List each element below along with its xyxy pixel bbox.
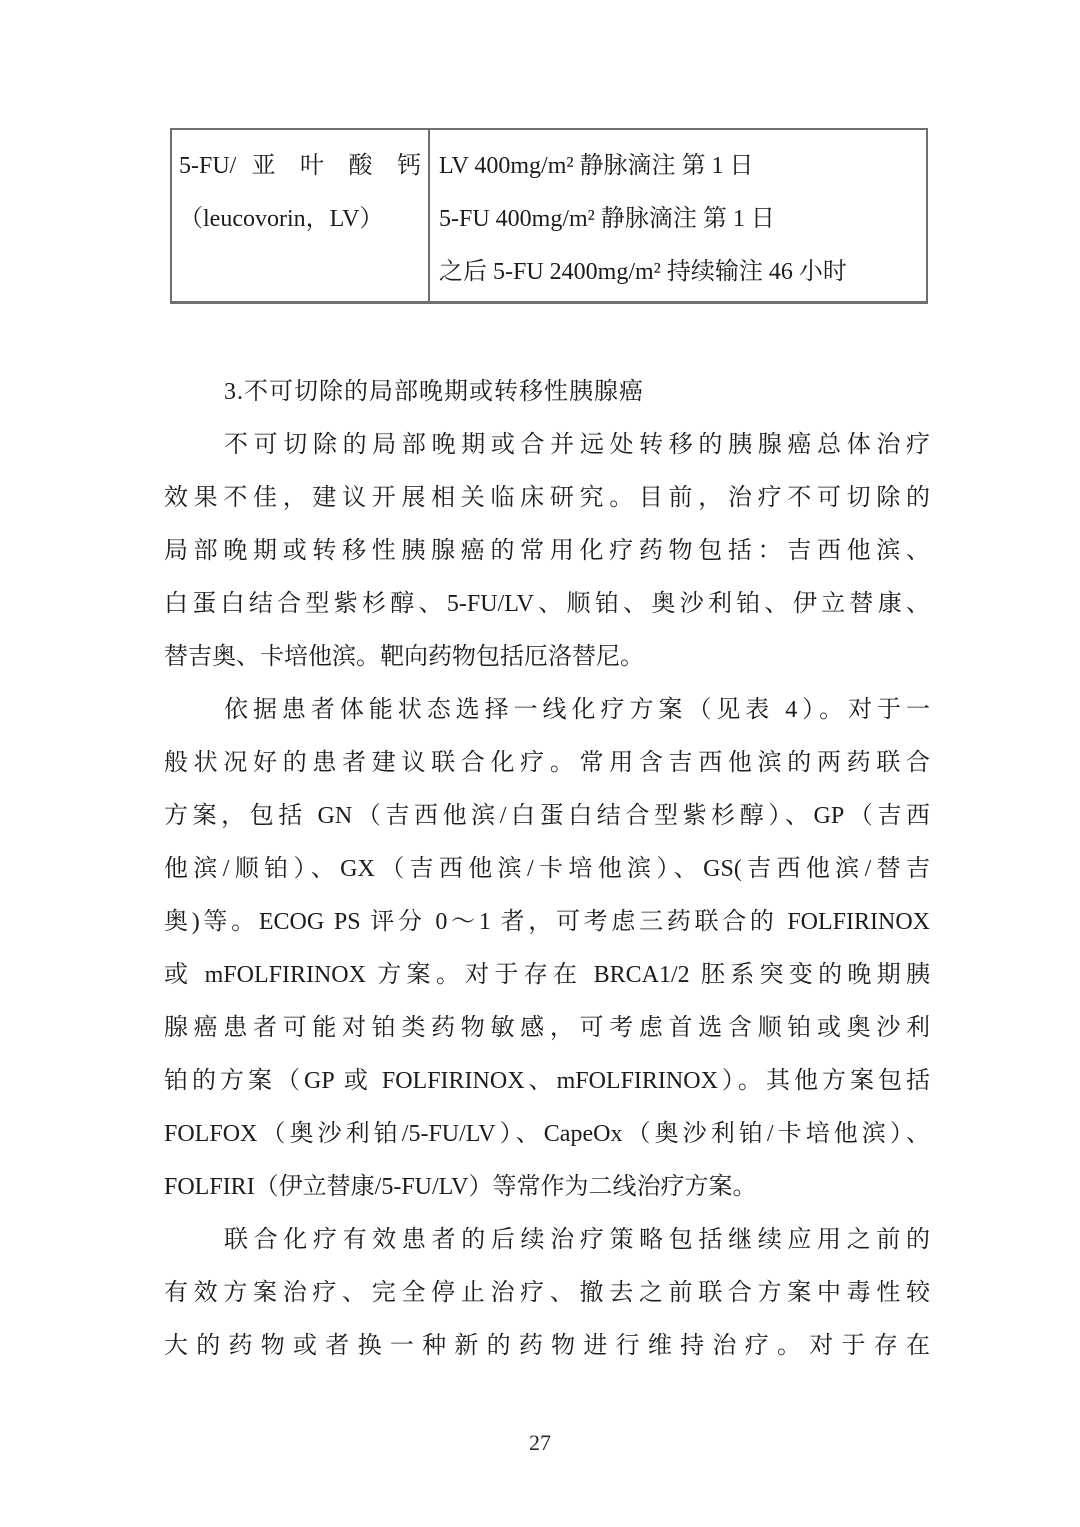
text-line: 般状况好的患者建议联合化疗。常用含吉西他滨的两药联合 <box>164 750 930 776</box>
text-line: 铂的方案（GP 或 FOLFIRINOX、mFOLFIRINOX）。其他方案包括 <box>164 1068 930 1094</box>
regimen-table <box>170 128 928 304</box>
text-line: 有效方案治疗、完全停止治疗、撤去之前联合方案中毒性较 <box>164 1280 930 1306</box>
text-line: 腺癌患者可能对铂类药物敏感，可考虑首选含顺铂或奥沙利 <box>164 1015 930 1041</box>
regimen-name: 5-FU/ 亚 叶 酸 钙 <box>179 153 421 179</box>
text-line: 或 mFOLFIRINOX 方案。对于存在 BRCA1/2 胚系突变的晚期胰 <box>164 962 930 988</box>
page-number: 27 <box>529 1430 551 1455</box>
text-line: 效果不佳，建议开展相关临床研究。目前，治疗不可切除的 <box>164 485 930 511</box>
text-line: 依据患者体能状态选择一线化疗方案（见表 4）。对于一 <box>224 697 930 723</box>
dosing-line: LV 400mg/m² 静脉滴注 第 1 日 <box>439 153 754 179</box>
body-text <box>164 366 930 1373</box>
regimen-alias: （leucovorin，LV） <box>179 206 384 232</box>
text-line: 不可切除的局部晚期或合并远处转移的胰腺癌总体治疗 <box>224 432 930 458</box>
dosing-line: 之后 5-FU 2400mg/m² 持续输注 46 小时 <box>439 259 847 285</box>
text-line: 奥)等。ECOG PS 评分 0～1 者，可考虑三药联合的 FOLFIRINOX <box>164 909 930 935</box>
text-line: 大的药物或者换一种新的药物进行维持治疗。对于存在 <box>164 1333 930 1359</box>
text-line: 他滨/顺铂）、GX（吉西他滨/卡培他滨）、GS(吉西他滨/替吉 <box>164 856 930 882</box>
text-line: 白蛋白结合型紫杉醇、5-FU/LV、顺铂、奥沙利铂、伊立替康、 <box>164 591 930 617</box>
text-line: 方案，包括 GN（吉西他滨/白蛋白结合型紫杉醇）、GP（吉西 <box>164 803 930 829</box>
regimen-name-cell <box>172 130 430 301</box>
dosing-line: 5-FU 400mg/m² 静脉滴注 第 1 日 <box>439 206 775 232</box>
text-line: FOLFOX（奥沙利铂/5-FU/LV）、CapeOx（奥沙利铂/卡培他滨）、 <box>164 1121 930 1147</box>
text-line: 联合化疗有效患者的后续治疗策略包括继续应用之前的 <box>224 1227 930 1253</box>
text-line: 局部晚期或转移性胰腺癌的常用化疗药物包括：吉西他滨、 <box>164 538 930 564</box>
text-line: FOLFIRI（伊立替康/5-FU/LV）等常作为二线治疗方案。 <box>164 1174 757 1200</box>
text-line: 替吉奥、卡培他滨。靶向药物包括厄洛替尼。 <box>164 644 644 670</box>
text-line: 3.不可切除的局部晚期或转移性胰腺癌 <box>224 379 644 405</box>
dosing-cell <box>430 130 926 301</box>
